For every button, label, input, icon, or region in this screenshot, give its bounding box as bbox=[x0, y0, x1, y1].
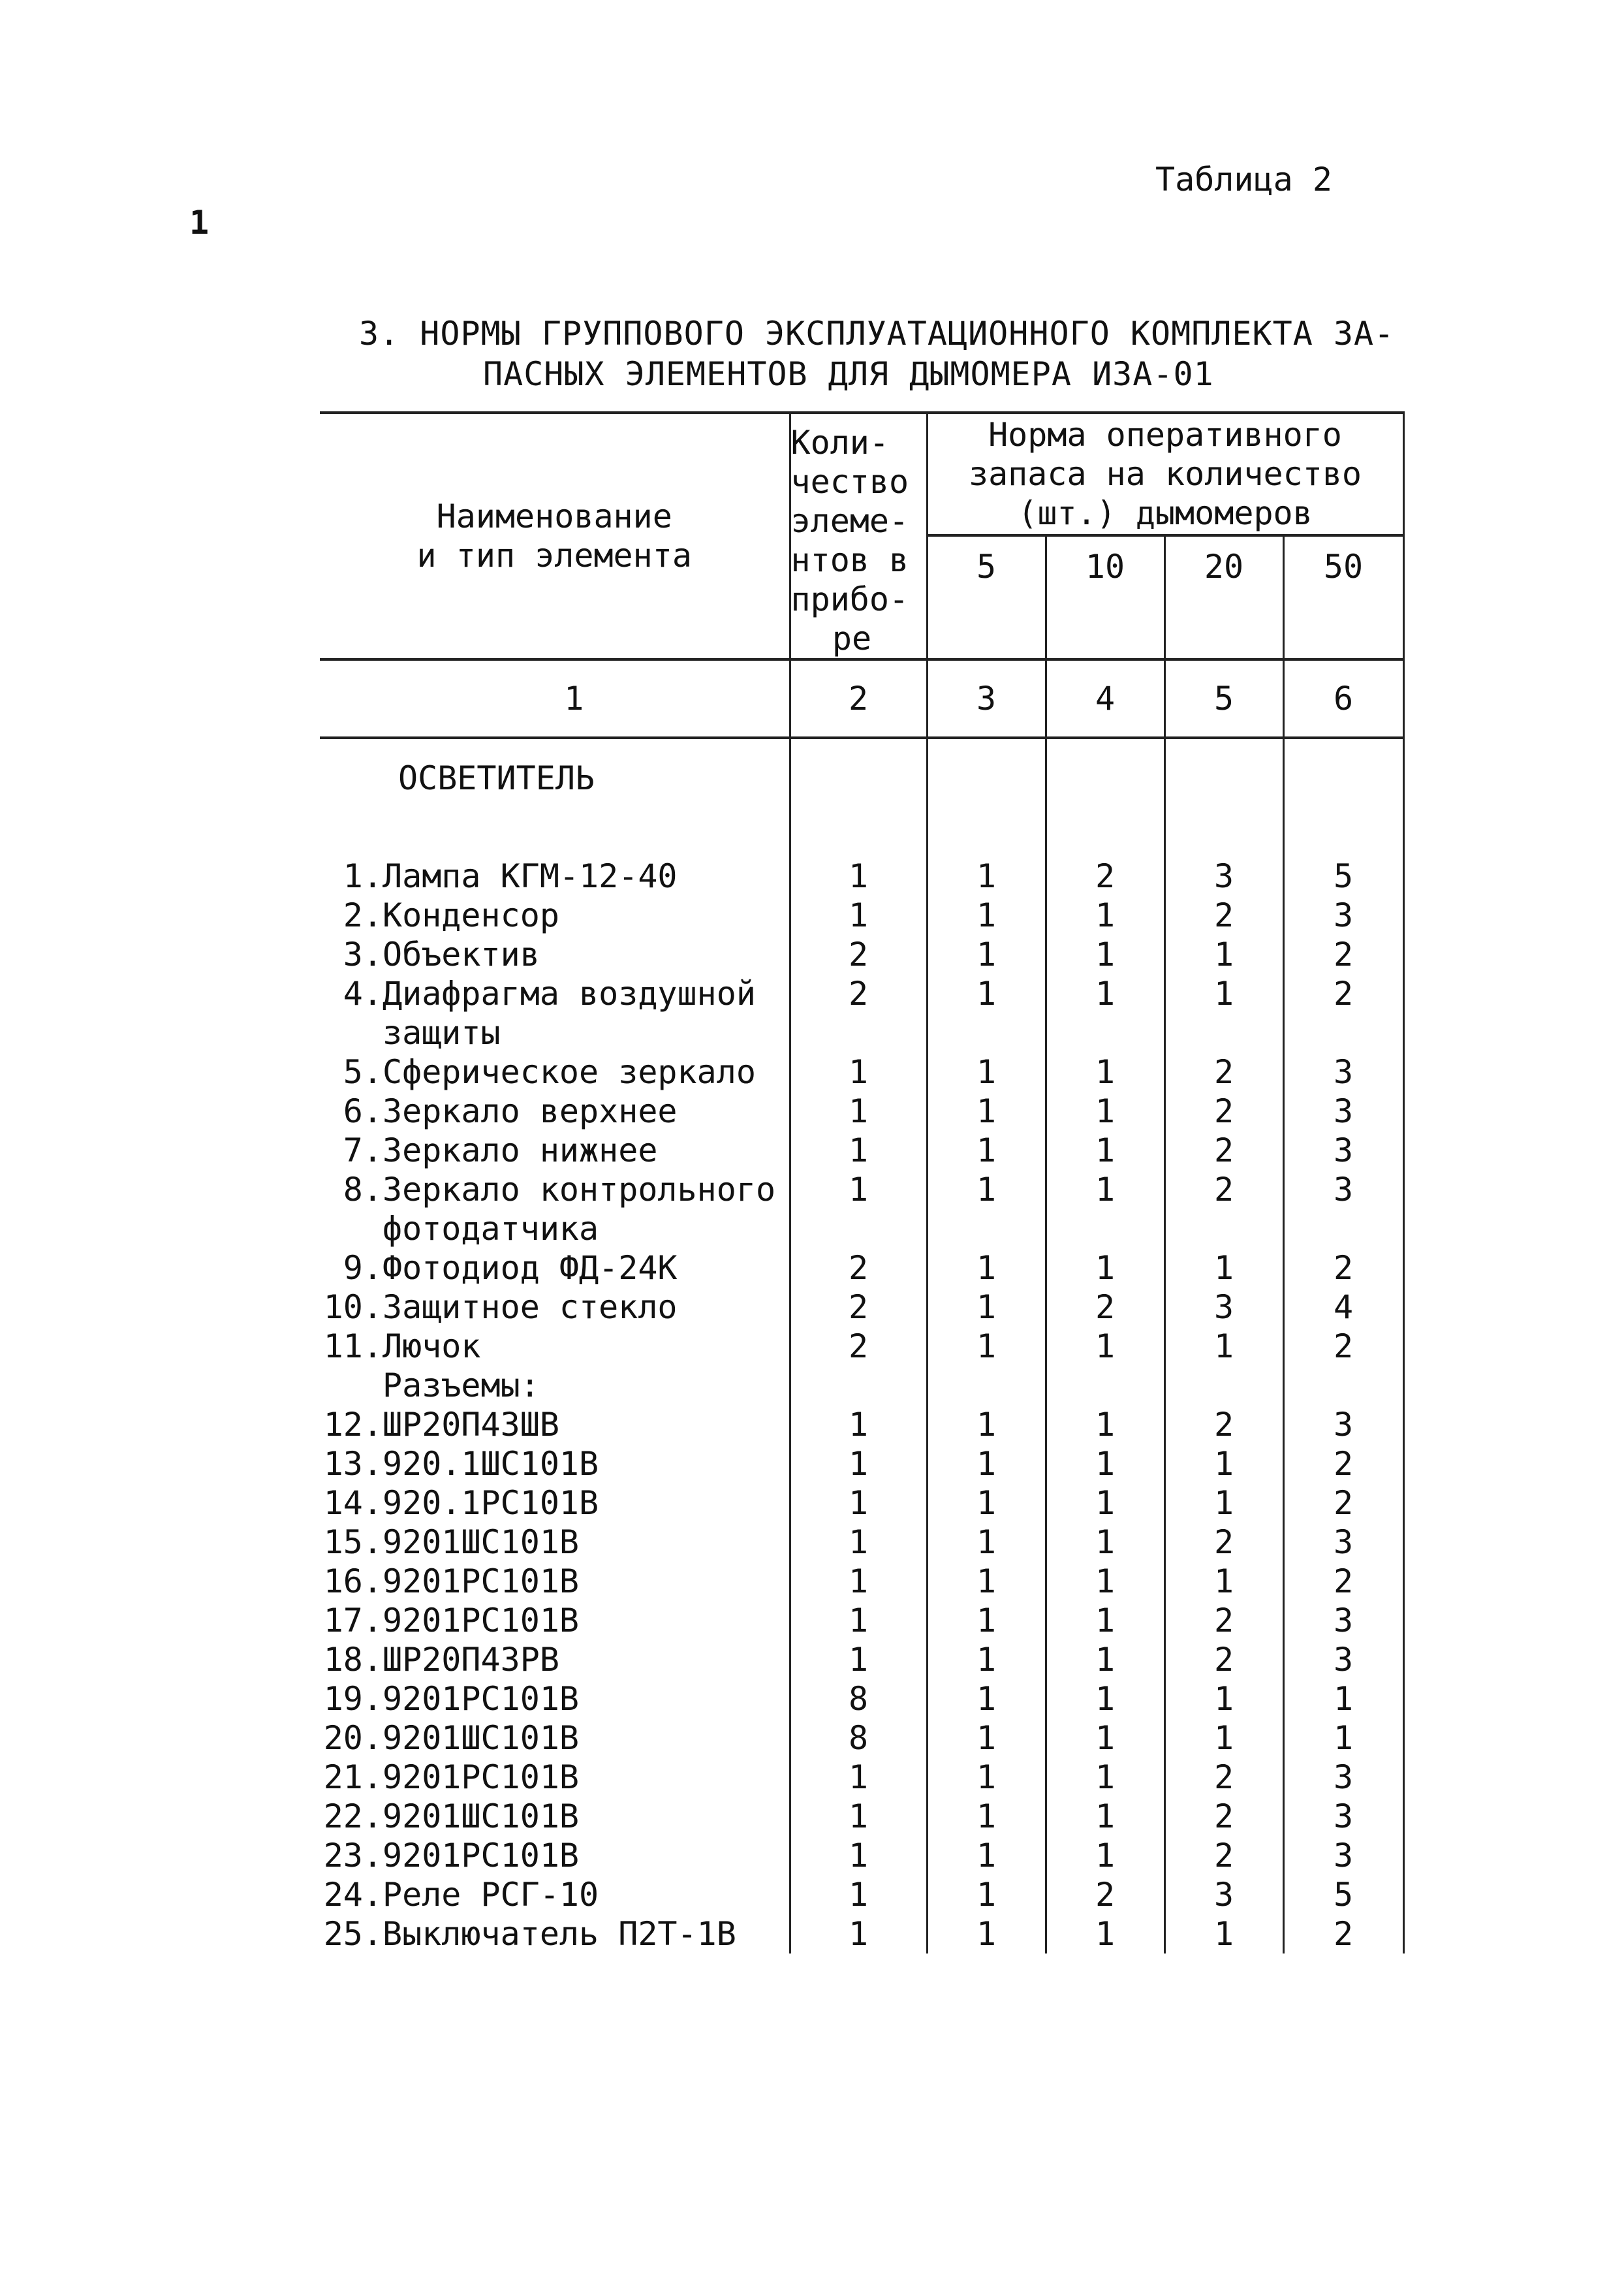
norm-cell: 1 bbox=[1164, 1483, 1283, 1523]
norm-cell: 2 bbox=[1164, 1758, 1283, 1797]
column-index-row bbox=[320, 659, 1403, 738]
row-number: 10. bbox=[323, 1288, 383, 1326]
norm-cell: 1 bbox=[1046, 1170, 1164, 1209]
norm-cell: 3 bbox=[1283, 1601, 1403, 1640]
norm-cell: 1 bbox=[1046, 1601, 1164, 1640]
norm-cell: 1 bbox=[1164, 1914, 1283, 1953]
element-name: Выключатель П2Т-1В bbox=[383, 1915, 736, 1953]
norm-cell: 1 bbox=[927, 1523, 1046, 1562]
norm-cell: 1 bbox=[927, 1914, 1046, 1953]
norm-cell: 2 bbox=[1046, 857, 1164, 896]
table-row bbox=[320, 1131, 1403, 1170]
norm-cell: 3 bbox=[1283, 1092, 1403, 1131]
element-name: Диафрагма воздушной bbox=[383, 975, 756, 1013]
element-name: 9201РС101В bbox=[383, 1680, 580, 1718]
norm-cell: 1 bbox=[1164, 935, 1283, 974]
norm-cell: 3 bbox=[1283, 1131, 1403, 1170]
row-number: 13. bbox=[323, 1445, 383, 1483]
page-number: 1 bbox=[189, 204, 210, 242]
norm-cell: 3 bbox=[1283, 896, 1403, 935]
norm-cell: 1 bbox=[1283, 1679, 1403, 1718]
norm-cell: 1 bbox=[927, 1836, 1046, 1875]
row-number: 17. bbox=[323, 1602, 383, 1639]
norm-cell: 1 bbox=[927, 1483, 1046, 1523]
row-number: 21. bbox=[323, 1758, 383, 1796]
norm-cell: 1 bbox=[1046, 1131, 1164, 1170]
element-name-cell bbox=[320, 1327, 790, 1366]
norm-cell: 1 bbox=[1046, 1562, 1164, 1601]
norm-cell: 1 bbox=[1046, 1327, 1164, 1366]
norm-cell: 3 bbox=[1283, 1523, 1403, 1562]
row-number: 18. bbox=[323, 1641, 383, 1679]
norm-cell: 1 bbox=[927, 1327, 1046, 1366]
element-name: Лампа КГМ-12-40 bbox=[383, 857, 678, 895]
norm-cell: 1 bbox=[1046, 1640, 1164, 1679]
table-title-line-2: ПАСНЫХ ЭЛЕМЕНТОВ ДЛЯ ДЫМОМЕРА ИЗА-01 bbox=[483, 355, 1214, 393]
norm-cell: 2 bbox=[1164, 896, 1283, 935]
element-name-cell bbox=[320, 1601, 790, 1640]
norm-cell: 2 bbox=[1164, 1170, 1283, 1209]
element-name: ШР20П43ШВ bbox=[383, 1406, 559, 1444]
column-index: 6 bbox=[1283, 659, 1403, 738]
norm-cell: 1 bbox=[927, 1092, 1046, 1131]
norm-cell: 2 bbox=[1164, 1640, 1283, 1679]
element-name: Зеркало верхнее bbox=[383, 1092, 678, 1130]
column-index: 3 bbox=[927, 659, 1046, 738]
empty-cell bbox=[1046, 1013, 1164, 1052]
column-index: 4 bbox=[1046, 659, 1164, 738]
table-row-continuation bbox=[320, 1209, 1403, 1248]
quantity-cell: 1 bbox=[790, 1640, 927, 1679]
quantity-cell: 1 bbox=[790, 896, 927, 935]
table-row bbox=[320, 1718, 1403, 1758]
element-name: Фотодиод ФД-24К bbox=[383, 1249, 678, 1287]
norm-cell: 1 bbox=[1046, 1836, 1164, 1875]
element-name: Зеркало контрольного bbox=[383, 1171, 776, 1209]
header-norm-line-1: Норма оперативного bbox=[988, 416, 1342, 454]
table-row bbox=[320, 1092, 1403, 1131]
quantity-cell bbox=[790, 1366, 927, 1405]
row-number: 14. bbox=[323, 1484, 383, 1522]
element-name-cell bbox=[320, 1523, 790, 1562]
norm-cell: 2 bbox=[1164, 1836, 1283, 1875]
norm-cell: 1 bbox=[1046, 1248, 1164, 1288]
norm-cell: 1 bbox=[927, 1640, 1046, 1679]
quantity-cell: 8 bbox=[790, 1718, 927, 1758]
header-quantity-line-4: нтов в bbox=[790, 541, 909, 579]
element-name-cell bbox=[320, 1288, 790, 1327]
table-label: Таблица 2 bbox=[1155, 161, 1332, 198]
element-name: 9201РС101В bbox=[383, 1837, 580, 1874]
header-quantity-line-6: ре bbox=[832, 620, 872, 657]
element-name-cell bbox=[320, 1875, 790, 1914]
norm-cell: 2 bbox=[1283, 1248, 1403, 1288]
quantity-cell: 2 bbox=[790, 1327, 927, 1366]
header-name bbox=[320, 413, 790, 659]
norm-cell bbox=[1164, 1366, 1283, 1405]
quantity-cell: 1 bbox=[790, 1797, 927, 1836]
norm-cell: 4 bbox=[1283, 1288, 1403, 1327]
row-number: 8. bbox=[343, 1171, 383, 1209]
norm-cell: 1 bbox=[1046, 1052, 1164, 1092]
norm-cell: 1 bbox=[927, 1248, 1046, 1288]
row-number: 9. bbox=[343, 1249, 383, 1287]
norm-cell: 1 bbox=[927, 1758, 1046, 1797]
table-row bbox=[320, 1679, 1403, 1718]
empty-cell bbox=[1283, 1209, 1403, 1248]
element-name: Конденсор bbox=[383, 896, 559, 934]
element-name-cell bbox=[320, 1797, 790, 1836]
norm-cell: 1 bbox=[1046, 1758, 1164, 1797]
norm-cell: 1 bbox=[927, 857, 1046, 896]
table-header bbox=[320, 413, 1403, 738]
element-name-cell bbox=[320, 1405, 790, 1444]
empty-cell bbox=[790, 1209, 927, 1248]
element-name-cell bbox=[320, 1444, 790, 1483]
table-body bbox=[320, 738, 1403, 1953]
element-name: 9201ШС101В bbox=[383, 1719, 580, 1757]
norm-cell: 1 bbox=[1046, 1444, 1164, 1483]
quantity-cell: 2 bbox=[790, 974, 927, 1013]
norm-cell bbox=[1283, 1366, 1403, 1405]
element-name: 920.1РС101В bbox=[383, 1484, 599, 1522]
norm-cell: 3 bbox=[1283, 1052, 1403, 1092]
norm-cell: 2 bbox=[1283, 1483, 1403, 1523]
norm-cell: 3 bbox=[1164, 1875, 1283, 1914]
header-count-5: 5 bbox=[927, 535, 1046, 659]
row-number: 20. bbox=[323, 1719, 383, 1757]
header-quantity-line-3: элеме- bbox=[790, 502, 909, 540]
element-name-cell bbox=[320, 1092, 790, 1131]
norm-cell: 1 bbox=[1046, 1797, 1164, 1836]
column-index: 1 bbox=[320, 659, 790, 738]
element-name-cell bbox=[320, 1483, 790, 1523]
element-name-cell bbox=[320, 1640, 790, 1679]
table-row bbox=[320, 1052, 1403, 1092]
header-quantity-line-5: прибо- bbox=[790, 580, 909, 618]
norm-cell: 2 bbox=[1046, 1288, 1164, 1327]
norm-cell: 1 bbox=[927, 1170, 1046, 1209]
table-row bbox=[320, 1914, 1403, 1953]
row-number: 22. bbox=[323, 1797, 383, 1835]
norm-cell: 3 bbox=[1283, 1640, 1403, 1679]
quantity-cell: 2 bbox=[790, 935, 927, 974]
norm-cell: 1 bbox=[1046, 1914, 1164, 1953]
norm-cell: 3 bbox=[1283, 1758, 1403, 1797]
element-name-cell bbox=[320, 896, 790, 935]
element-name: Зеркало нижнее bbox=[383, 1131, 658, 1169]
header-count-10: 10 bbox=[1046, 535, 1164, 659]
quantity-cell: 1 bbox=[790, 1483, 927, 1523]
table-row-continuation bbox=[320, 1013, 1403, 1052]
element-name-continued: фотодатчика bbox=[383, 1210, 599, 1248]
row-number: 3. bbox=[343, 936, 383, 973]
norm-cell: 1 bbox=[1164, 1444, 1283, 1483]
norm-cell: 1 bbox=[1164, 1562, 1283, 1601]
norm-cell: 2 bbox=[1283, 1914, 1403, 1953]
table-row bbox=[320, 1758, 1403, 1797]
norm-cell: 3 bbox=[1164, 1288, 1283, 1327]
quantity-cell: 2 bbox=[790, 1288, 927, 1327]
element-name-cell bbox=[320, 1013, 790, 1052]
norm-cell: 1 bbox=[927, 1679, 1046, 1718]
element-name: 9201ШС101В bbox=[383, 1523, 580, 1561]
header-name-line-1: Наименование bbox=[436, 498, 672, 535]
norm-cell: 1 bbox=[1164, 974, 1283, 1013]
norm-cell: 1 bbox=[927, 1405, 1046, 1444]
quantity-cell: 1 bbox=[790, 1405, 927, 1444]
norm-cell: 1 bbox=[1046, 1679, 1164, 1718]
norm-cell: 1 bbox=[1046, 896, 1164, 935]
norm-cell: 2 bbox=[1164, 1523, 1283, 1562]
norm-cell: 1 bbox=[1164, 1327, 1283, 1366]
empty-cell bbox=[927, 1209, 1046, 1248]
norm-cell: 3 bbox=[1164, 857, 1283, 896]
row-number: 23. bbox=[323, 1837, 383, 1874]
norm-cell: 2 bbox=[1164, 1601, 1283, 1640]
element-name-cell bbox=[320, 1209, 790, 1248]
element-name-cell bbox=[320, 1052, 790, 1092]
section-title: ОСВЕТИТЕЛЬ bbox=[320, 738, 790, 817]
norm-cell: 2 bbox=[1283, 1562, 1403, 1601]
norm-cell: 1 bbox=[1046, 1405, 1164, 1444]
table-row bbox=[320, 1288, 1403, 1327]
norm-cell: 1 bbox=[927, 1797, 1046, 1836]
table-row bbox=[320, 1248, 1403, 1288]
norm-cell: 3 bbox=[1283, 1405, 1403, 1444]
norm-cell: 1 bbox=[1164, 1718, 1283, 1758]
norm-cell: 2 bbox=[1164, 1797, 1283, 1836]
element-name: Лючок bbox=[383, 1327, 481, 1365]
row-number: 4. bbox=[343, 975, 383, 1013]
norm-cell: 1 bbox=[927, 1444, 1046, 1483]
element-name-cell bbox=[320, 857, 790, 896]
element-name: Объектив bbox=[383, 936, 540, 973]
element-name: 9201РС101В bbox=[383, 1562, 580, 1600]
table-row bbox=[320, 935, 1403, 974]
row-number: 2. bbox=[343, 896, 383, 934]
spare-parts-table bbox=[320, 411, 1405, 1953]
element-name-continued: защиты bbox=[383, 1014, 501, 1052]
empty-cell bbox=[1164, 1209, 1283, 1248]
table-title-line-1: 3. НОРМЫ ГРУППОВОГО ЭКСПЛУАТАЦИОННОГО КОМПЛЕКТА ЗА- bbox=[359, 315, 1395, 353]
table-row bbox=[320, 974, 1403, 1013]
element-name: Защитное стекло bbox=[383, 1288, 678, 1326]
norm-cell: 1 bbox=[927, 1875, 1046, 1914]
norm-cell: 1 bbox=[1164, 1248, 1283, 1288]
table-row bbox=[320, 1523, 1403, 1562]
section-row bbox=[320, 738, 1403, 817]
row-number: 6. bbox=[343, 1092, 383, 1130]
header-quantity-line-1: Коли- bbox=[790, 424, 890, 462]
row-number: 7. bbox=[343, 1131, 383, 1169]
norm-cell: 2 bbox=[1164, 1092, 1283, 1131]
element-name-cell bbox=[320, 1131, 790, 1170]
column-index: 5 bbox=[1164, 659, 1283, 738]
norm-cell: 1 bbox=[927, 1718, 1046, 1758]
element-name: Реле РСГ-10 bbox=[383, 1876, 599, 1914]
quantity-cell: 1 bbox=[790, 1523, 927, 1562]
empty-cell bbox=[927, 1013, 1046, 1052]
norm-cell bbox=[927, 1366, 1046, 1405]
quantity-cell: 1 bbox=[790, 1131, 927, 1170]
element-name-cell bbox=[320, 1836, 790, 1875]
norm-cell: 1 bbox=[927, 1131, 1046, 1170]
header-count-20: 20 bbox=[1164, 535, 1283, 659]
element-name-cell bbox=[320, 1248, 790, 1288]
norm-cell: 1 bbox=[927, 1288, 1046, 1327]
table-title bbox=[326, 313, 1436, 394]
column-index: 2 bbox=[790, 659, 927, 738]
norm-cell: 2 bbox=[1164, 1405, 1283, 1444]
quantity-cell: 1 bbox=[790, 1170, 927, 1209]
header-norm bbox=[927, 413, 1403, 535]
row-number: 19. bbox=[323, 1680, 383, 1718]
norm-cell: 1 bbox=[927, 935, 1046, 974]
element-name: 9201РС101В bbox=[383, 1602, 580, 1639]
header-quantity-line-2: чество bbox=[790, 463, 909, 501]
header-norm-line-2: запаса на количество bbox=[968, 455, 1362, 493]
norm-cell: 2 bbox=[1283, 1327, 1403, 1366]
element-name-cell bbox=[320, 1562, 790, 1601]
norm-cell: 1 bbox=[1046, 935, 1164, 974]
row-number: 24. bbox=[323, 1876, 383, 1914]
row-number: 16. bbox=[323, 1562, 383, 1600]
element-name: 9201ШС101В bbox=[383, 1797, 580, 1835]
element-name-cell bbox=[320, 1718, 790, 1758]
norm-cell: 1 bbox=[1046, 1483, 1164, 1523]
norm-cell: 2 bbox=[1283, 1444, 1403, 1483]
norm-cell: 1 bbox=[927, 1562, 1046, 1601]
header-quantity bbox=[790, 413, 927, 659]
norm-cell: 1 bbox=[927, 1052, 1046, 1092]
table-row bbox=[320, 1483, 1403, 1523]
norm-cell: 1 bbox=[927, 896, 1046, 935]
norm-cell: 1 bbox=[927, 974, 1046, 1013]
norm-cell bbox=[1046, 1366, 1164, 1405]
element-name-cell bbox=[320, 935, 790, 974]
table-row bbox=[320, 1444, 1403, 1483]
quantity-cell: 1 bbox=[790, 1444, 927, 1483]
norm-cell: 1 bbox=[1046, 1092, 1164, 1131]
norm-cell: 5 bbox=[1283, 1875, 1403, 1914]
quantity-cell: 1 bbox=[790, 857, 927, 896]
element-name: Сферическое зеркало bbox=[383, 1053, 756, 1091]
norm-cell: 1 bbox=[1283, 1718, 1403, 1758]
norm-cell: 2 bbox=[1283, 935, 1403, 974]
element-name-cell bbox=[320, 1914, 790, 1953]
row-number: 5. bbox=[343, 1053, 383, 1091]
row-number: 25. bbox=[323, 1915, 383, 1953]
element-name-cell bbox=[320, 1679, 790, 1718]
table-row bbox=[320, 857, 1403, 896]
element-name-cell bbox=[320, 1758, 790, 1797]
quantity-cell: 8 bbox=[790, 1679, 927, 1718]
norm-cell: 3 bbox=[1283, 1170, 1403, 1209]
norm-cell: 5 bbox=[1283, 857, 1403, 896]
row-number: 12. bbox=[323, 1406, 383, 1444]
element-name: Разъемы: bbox=[383, 1367, 540, 1404]
empty-cell bbox=[790, 1013, 927, 1052]
norm-cell: 3 bbox=[1283, 1836, 1403, 1875]
empty-cell bbox=[1164, 1013, 1283, 1052]
quantity-cell: 1 bbox=[790, 1875, 927, 1914]
table-row bbox=[320, 896, 1403, 935]
norm-cell: 1 bbox=[1046, 974, 1164, 1013]
element-name-cell bbox=[320, 974, 790, 1013]
quantity-cell: 1 bbox=[790, 1562, 927, 1601]
norm-cell: 2 bbox=[1283, 974, 1403, 1013]
quantity-cell: 1 bbox=[790, 1052, 927, 1092]
table-row bbox=[320, 1875, 1403, 1914]
norm-cell: 3 bbox=[1283, 1797, 1403, 1836]
row-number: 15. bbox=[323, 1523, 383, 1561]
norm-cell: 2 bbox=[1164, 1052, 1283, 1092]
quantity-cell: 1 bbox=[790, 1836, 927, 1875]
element-name: 920.1ШС101В bbox=[383, 1445, 599, 1483]
row-number: 11. bbox=[323, 1327, 383, 1365]
quantity-cell: 1 bbox=[790, 1758, 927, 1797]
table-row bbox=[320, 1405, 1403, 1444]
header-norm-line-3: (шт.) дымомеров bbox=[1018, 494, 1313, 532]
table-row bbox=[320, 1170, 1403, 1209]
table-row bbox=[320, 1327, 1403, 1366]
norm-cell: 1 bbox=[1046, 1718, 1164, 1758]
quantity-cell: 1 bbox=[790, 1092, 927, 1131]
spacer-row bbox=[320, 817, 1403, 857]
norm-cell: 2 bbox=[1164, 1131, 1283, 1170]
norm-cell: 1 bbox=[927, 1601, 1046, 1640]
element-name-cell bbox=[320, 1366, 790, 1405]
header-name-line-2: и тип элемента bbox=[416, 537, 692, 575]
row-number: 1. bbox=[343, 857, 383, 895]
table-row bbox=[320, 1562, 1403, 1601]
table-row bbox=[320, 1797, 1403, 1836]
empty-cell bbox=[1046, 1209, 1164, 1248]
table-row bbox=[320, 1640, 1403, 1679]
table-row bbox=[320, 1836, 1403, 1875]
quantity-cell: 1 bbox=[790, 1914, 927, 1953]
element-name-cell bbox=[320, 1170, 790, 1209]
table-row bbox=[320, 1366, 1403, 1405]
element-name: 9201РС101В bbox=[383, 1758, 580, 1796]
norm-cell: 1 bbox=[1164, 1679, 1283, 1718]
element-name: ШР20П43РВ bbox=[383, 1641, 559, 1679]
quantity-cell: 1 bbox=[790, 1601, 927, 1640]
norm-cell: 2 bbox=[1046, 1875, 1164, 1914]
empty-cell bbox=[1283, 1013, 1403, 1052]
header-count-50: 50 bbox=[1283, 535, 1403, 659]
quantity-cell: 2 bbox=[790, 1248, 927, 1288]
norm-cell: 1 bbox=[1046, 1523, 1164, 1562]
table-row bbox=[320, 1601, 1403, 1640]
